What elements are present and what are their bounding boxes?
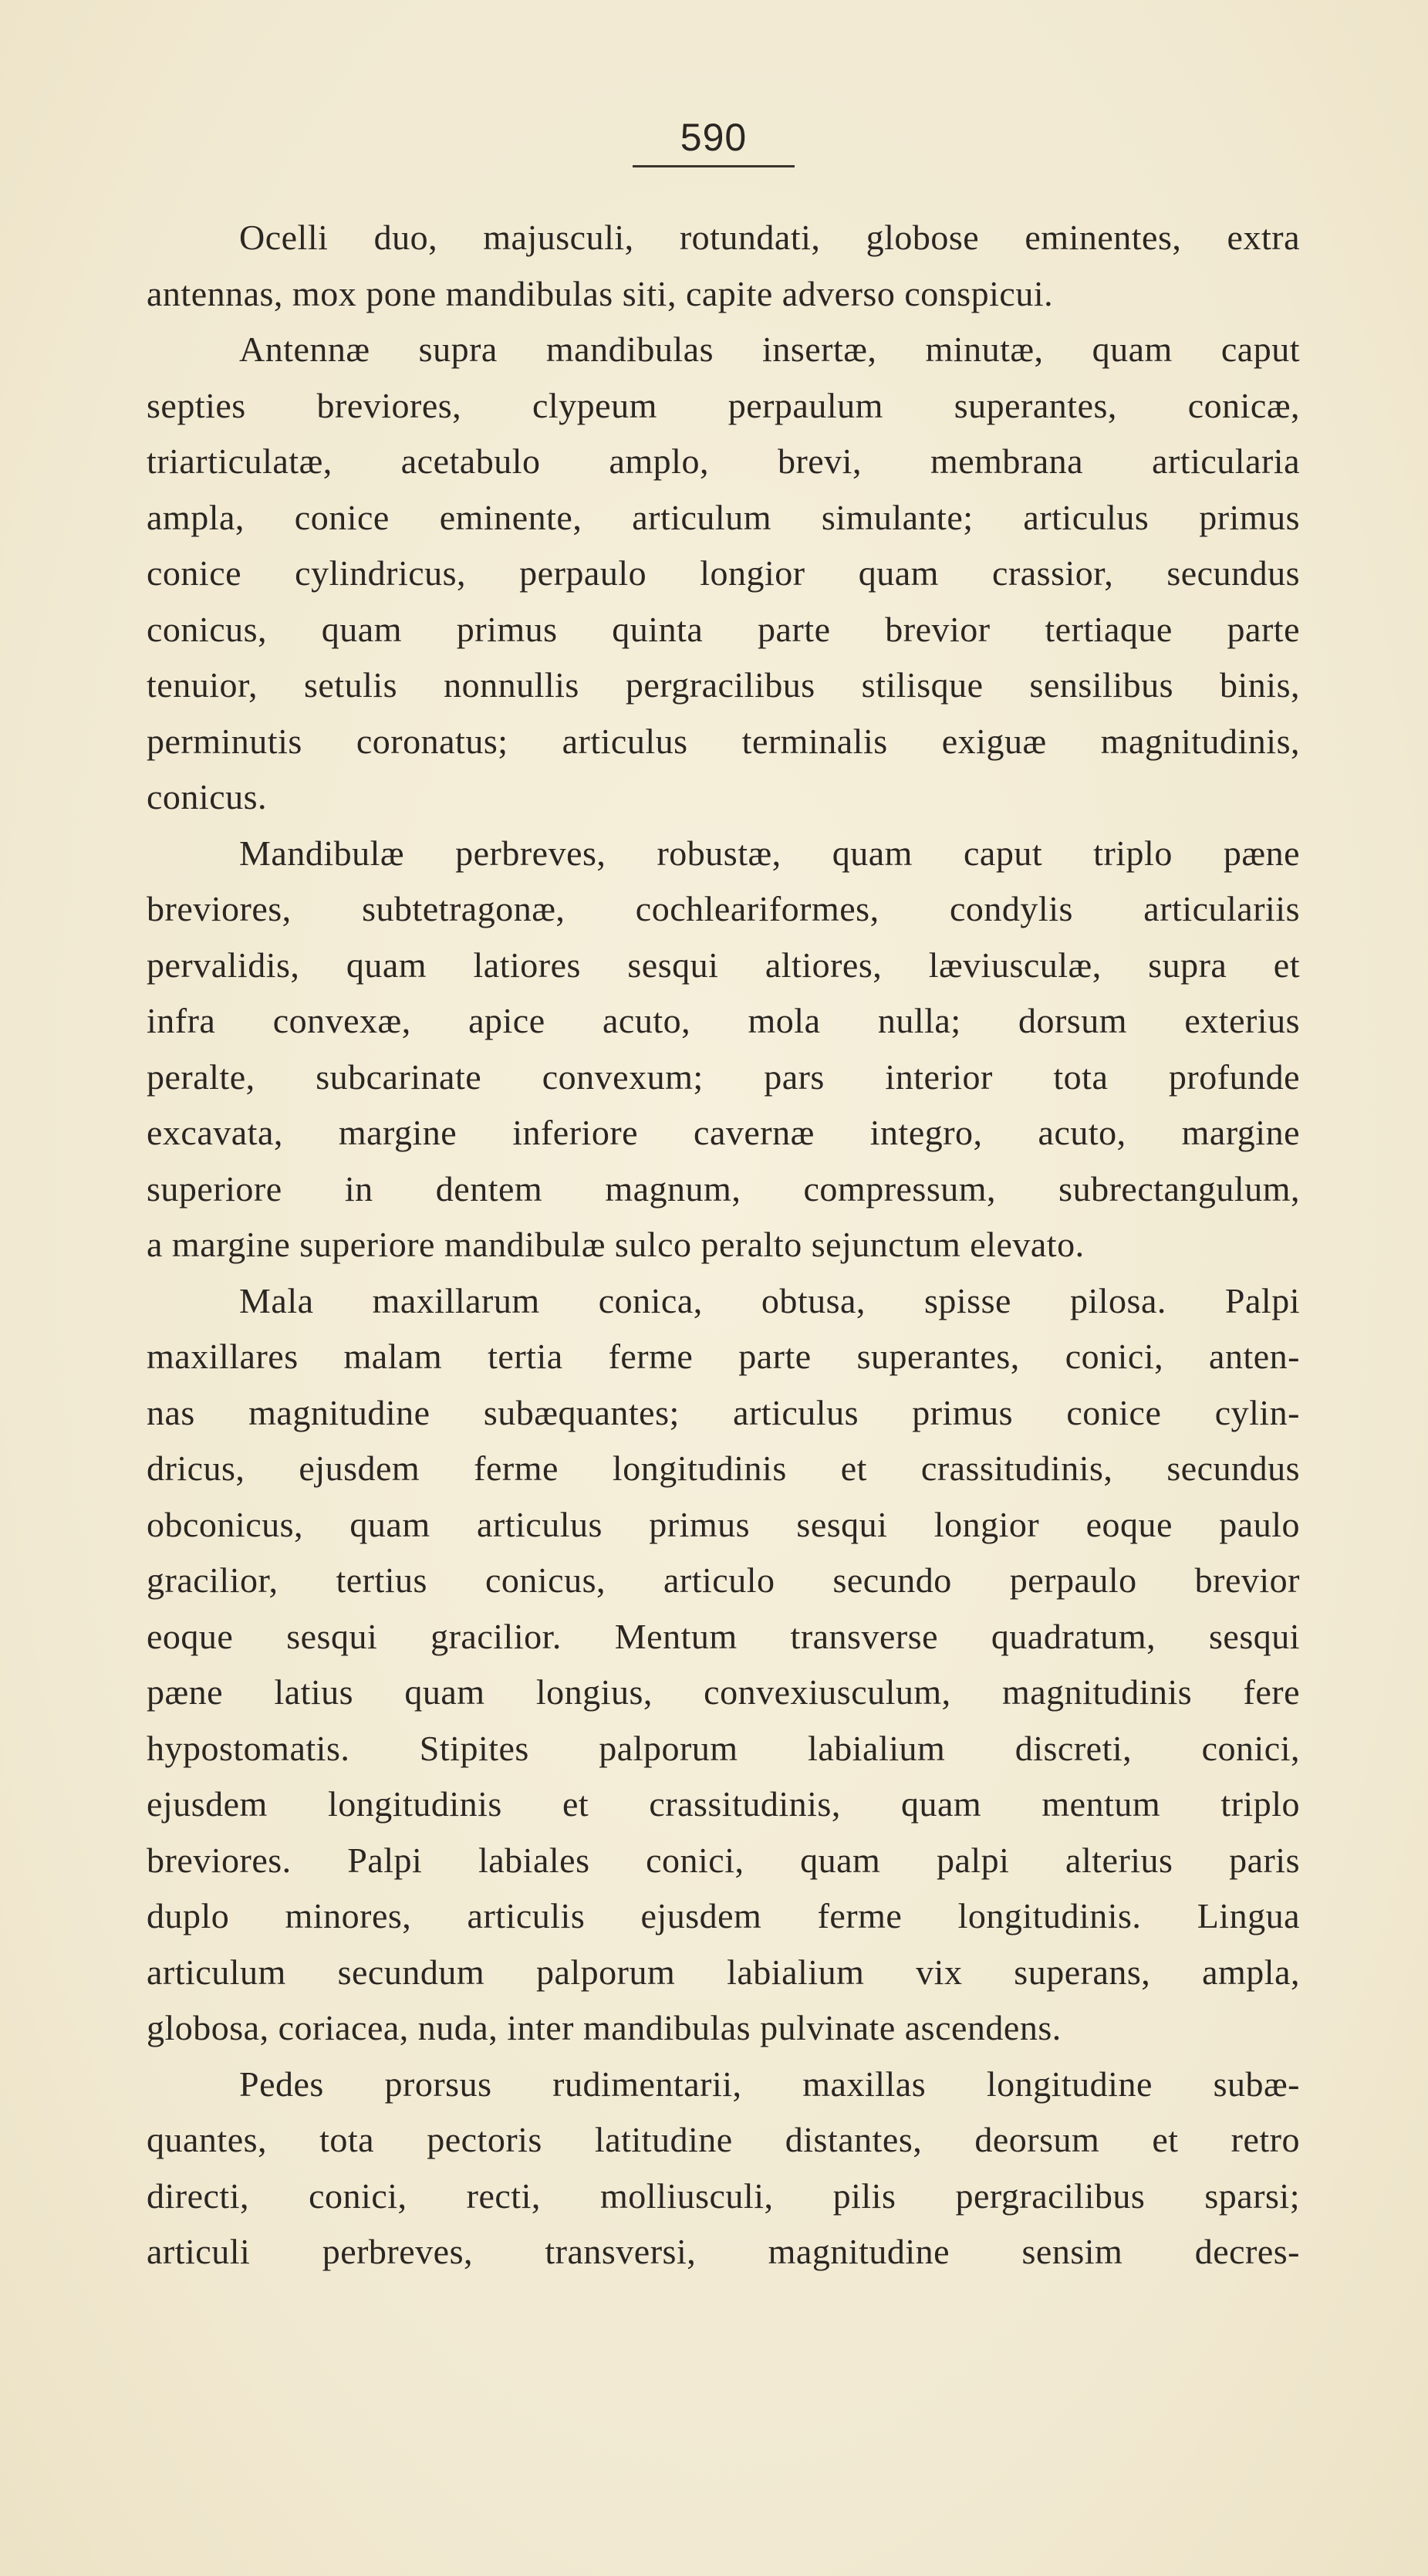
text-line: ejusdem longitudinis et crassitudinis, quam mentum triplo [147,1784,1300,1824]
text-line: duplo minores, articulis ejusdem ferme longitudinis. Lingua [147,1896,1300,1935]
text-line: triarticulatæ, acetabulo amplo, brevi, membrana articularia [147,441,1300,481]
text-line: peralte, subcarinate convexum; pars interior tota profunde [147,1056,1300,1097]
text-line: Ocelli duo, majusculi, rotundati, globose eminentes, extra [239,218,1300,257]
text-line: breviores. Palpi labiales conici, quam palpi alterius paris [147,1840,1300,1880]
text-line: ampla, conice eminente, articulum simulante; articulus primus [147,497,1300,537]
paragraph-ocelli [147,210,1300,322]
text-line: septies breviores, clypeum perpaulum superantes, conicæ, [147,385,1300,425]
paragraph-pedes [147,2057,1300,2280]
text-line: globosa, coriacea, nuda, inter mandibulas pulvinate ascendens. [147,2008,1062,2047]
page-number: 590 [680,116,748,159]
text-line: quantes, tota pectoris latitudine distantes, deorsum et retro [147,2120,1300,2159]
text-line: antennas, mox pone mandibulas siti, capite adverso conspicui. [147,273,1054,313]
text-line: Mandibulæ perbreves, robustæ, quam caput triplo pæne [239,833,1300,873]
text-line: Antennæ supra mandibulas insertæ, minutæ, quam caput [239,330,1300,369]
text-line: tenuior, setulis nonnullis pergracilibus stilisque sensilibus binis, [147,665,1300,705]
text-line: obconicus, quam articulus primus sesqui longior eoque paulo [147,1504,1300,1544]
text-line: maxillares malam tertia ferme parte superantes, conici, anten- [147,1337,1300,1376]
text-line: a margine superiore mandibulæ sulco peralto sejunctum elevato. [147,1225,1085,1264]
text-line: dricus, ejusdem ferme longitudinis et crassitudinis, secundus [147,1449,1300,1488]
paragraph-antennae [147,322,1300,826]
text-line: Pedes prorsus rudimentarii, maxillas longitudine subæ- [239,2064,1300,2104]
text-line: Mala maxillarum conica, obtusa, spisse pilosa. Palpi [239,1280,1300,1320]
text-line: articulum secundum palporum labialium vix superans, ampla, [147,1952,1300,1992]
text-line: conicus, quam primus quinta parte brevior tertiaque parte [147,609,1300,649]
text-line: excavata, margine inferiore cavernæ integro, acuto, margine [147,1113,1300,1152]
text-line: articuli perbreves, transversi, magnitudine sensim decres- [147,2232,1300,2271]
paragraph-mala [147,1273,1300,2057]
text-line: conice cylindricus, perpaulo longior quam crassior, secundus [147,553,1300,593]
text-line: gracilior, tertius conicus, articulo secundo perpaulo brevior [147,1560,1300,1600]
text-line: eoque sesqui gracilior. Mentum transverse quadratum, sesqui [147,1616,1300,1656]
text-line: infra convexæ, apice acuto, mola nulla; dorsum exterius [147,1001,1300,1040]
text-line: breviores, subtetragonæ, cochleariformes, condylis articulariis [147,889,1300,928]
text-line: superiore in dentem magnum, compressum, subrectangulum, [147,1168,1300,1209]
text-line: perminutis coronatus; articulus terminalis exiguæ magnitudinis, [147,721,1300,761]
text-line: pervalidis, quam latiores sesqui altiores, læviusculæ, supra et [147,945,1300,985]
text-line: conicus. [147,777,268,816]
text-line: directi, conici, recti, molliusculi, pilis pergracilibus sparsi; [147,2175,1300,2216]
text-line: pæne latius quam longius, convexiusculum, magnitudinis fere [147,1672,1300,1712]
text-line: hypostomatis. Stipites palporum labialium discreti, conici, [147,1728,1300,1768]
page-number-underline [633,165,795,167]
body-text [147,210,1300,2280]
text-line: nas magnitudine subæquantes; articulus primus conice cylin- [147,1392,1300,1432]
paragraph-mandibulae [147,826,1300,1273]
